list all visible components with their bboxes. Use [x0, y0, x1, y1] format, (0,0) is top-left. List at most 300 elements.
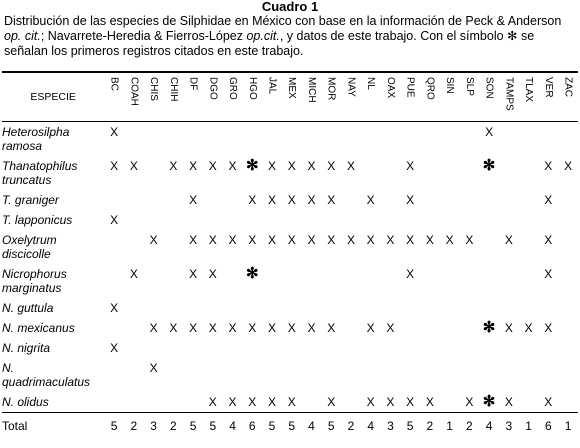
presence-cell: [459, 318, 479, 338]
total-cell: 2: [124, 413, 144, 434]
presence-cell: [321, 264, 341, 298]
total-cell: 3: [144, 413, 164, 434]
presence-cell: X: [564, 159, 573, 173]
state-column-header: [519, 73, 539, 122]
presence-cell: X: [544, 193, 553, 207]
presence-cell: [341, 298, 361, 318]
presence-cell: X: [189, 321, 198, 335]
presence-cell: X: [327, 233, 336, 247]
presence-cell: [124, 230, 144, 264]
presence-cell: [124, 338, 144, 358]
presence-cell: X: [366, 193, 375, 207]
presence-cell: X: [465, 395, 474, 409]
presence-cell: [361, 156, 381, 190]
presence-cell: [242, 358, 262, 392]
presence-cell: [381, 210, 401, 230]
total-cell: 5: [104, 413, 124, 434]
presence-cell: X: [189, 193, 198, 207]
presence-cell: [144, 190, 164, 210]
presence-cell: [183, 338, 203, 358]
presence-cell: X: [307, 321, 316, 335]
state-column-header: [558, 73, 578, 122]
state-column-header: [400, 73, 420, 122]
presence-cell: [183, 392, 203, 413]
presence-cell: [459, 156, 479, 190]
presence-cell: [558, 264, 578, 298]
presence-cell: [302, 264, 322, 298]
presence-cell: X: [110, 301, 119, 315]
presence-cell: [183, 210, 203, 230]
presence-cell: X: [425, 233, 434, 247]
presence-cell: [163, 298, 183, 318]
presence-cell: [400, 122, 420, 157]
presence-cell: X: [208, 159, 217, 173]
presence-cell: [124, 298, 144, 318]
species-name: Heterosilpha ramosa: [2, 125, 70, 153]
presence-cell: X: [228, 159, 237, 173]
presence-cell: [459, 298, 479, 318]
state-column-header: [203, 73, 223, 122]
state-column-header: [223, 73, 243, 122]
presence-cell: X: [386, 321, 395, 335]
presence-cell: [144, 122, 164, 157]
presence-cell: [321, 122, 341, 157]
presence-cell: X: [228, 233, 237, 247]
presence-cell: [183, 298, 203, 318]
presence-cell: X: [504, 321, 513, 335]
presence-cell: X: [406, 193, 415, 207]
presence-cell: [479, 338, 499, 358]
presence-cell: X: [248, 321, 257, 335]
presence-cell: [459, 264, 479, 298]
presence-cell: X: [129, 267, 138, 281]
presence-cell: [124, 190, 144, 210]
total-cell: 6: [538, 413, 558, 434]
presence-cell: X: [129, 159, 138, 173]
presence-cell: X: [327, 159, 336, 173]
presence-cell: [519, 338, 539, 358]
presence-cell: X: [268, 395, 277, 409]
table-row: [2, 210, 578, 230]
presence-cell: [223, 190, 243, 210]
presence-cell: [479, 210, 499, 230]
presence-cell: X: [406, 267, 415, 281]
presence-cell: [558, 230, 578, 264]
presence-cell: [163, 264, 183, 298]
presence-cell: [400, 338, 420, 358]
presence-cell: [479, 264, 499, 298]
presence-cell: X: [189, 267, 198, 281]
state-column-header: [459, 73, 479, 122]
presence-cell: X: [544, 395, 553, 409]
presence-cell: [558, 298, 578, 318]
caption-text-2: ; Navarrete-Heredia & Fierros-López: [40, 29, 247, 43]
state-code: DGO: [207, 77, 219, 100]
presence-cell: X: [228, 321, 237, 335]
presence-cell: X: [208, 267, 217, 281]
presence-cell: X: [248, 193, 257, 207]
total-cell: 1: [519, 413, 539, 434]
presence-cell: X: [149, 321, 158, 335]
presence-cell: [440, 338, 460, 358]
presence-cell: [262, 264, 282, 298]
species-column-header: ESPECIE: [2, 73, 104, 122]
state-column-header: [124, 73, 144, 122]
presence-cell: X: [149, 233, 158, 247]
presence-cell: X: [406, 159, 415, 173]
presence-cell: [282, 358, 302, 392]
presence-cell: X: [544, 321, 553, 335]
presence-cell: [104, 318, 124, 338]
presence-cell: [440, 298, 460, 318]
presence-cell: [262, 338, 282, 358]
state-code: CHIS: [148, 77, 160, 101]
state-code: COAH: [128, 77, 140, 106]
presence-cell: [321, 338, 341, 358]
presence-cell: [302, 338, 322, 358]
presence-cell: [262, 210, 282, 230]
presence-cell: X: [366, 321, 375, 335]
presence-cell: [519, 156, 539, 190]
presence-cell: X: [406, 233, 415, 247]
table-row: [2, 264, 578, 298]
presence-cell: [223, 298, 243, 318]
presence-cell: [440, 264, 460, 298]
presence-cell: [519, 190, 539, 210]
presence-cell: [144, 156, 164, 190]
state-code: TAMPS: [503, 77, 515, 111]
presence-cell: [104, 230, 124, 264]
species-name: Thanatophilus truncatus: [2, 159, 78, 187]
presence-cell: [302, 210, 322, 230]
presence-cell: [381, 264, 401, 298]
presence-cell: X: [287, 193, 296, 207]
presence-cell: X: [327, 321, 336, 335]
presence-cell: [341, 392, 361, 413]
total-cell: 4: [223, 413, 243, 434]
presence-cell: [282, 298, 302, 318]
presence-cell: X: [228, 395, 237, 409]
presence-cell: [420, 210, 440, 230]
state-code: TLAX: [523, 77, 535, 103]
presence-cell: [282, 210, 302, 230]
state-column-header: [262, 73, 282, 122]
presence-cell: [440, 156, 460, 190]
presence-cell: [459, 122, 479, 157]
presence-cell: X: [544, 233, 553, 247]
state-column-header: [361, 73, 381, 122]
first-record-marker: ✻: [482, 319, 496, 336]
total-cell: 5: [400, 413, 420, 434]
presence-cell: [203, 210, 223, 230]
presence-cell: [440, 392, 460, 413]
presence-cell: [302, 392, 322, 413]
presence-cell: X: [268, 193, 277, 207]
state-column-header: [242, 73, 262, 122]
first-record-marker: ✻: [482, 393, 496, 410]
presence-cell: [242, 298, 262, 318]
presence-cell: X: [307, 193, 316, 207]
state-code: SIN: [444, 77, 456, 94]
presence-cell: X: [169, 159, 178, 173]
total-cell: 2: [341, 413, 361, 434]
presence-cell: [558, 190, 578, 210]
species-name: N. mexicanus: [2, 321, 75, 335]
presence-cell: [302, 122, 322, 157]
presence-cell: X: [366, 233, 375, 247]
presence-cell: X: [327, 193, 336, 207]
presence-cell: X: [346, 159, 355, 173]
state-code: OAX: [384, 77, 396, 99]
presence-cell: [124, 122, 144, 157]
presence-cell: [479, 298, 499, 318]
total-cell: 3: [381, 413, 401, 434]
presence-cell: [361, 122, 381, 157]
presence-cell: [321, 298, 341, 318]
species-name: T. graniger: [2, 193, 59, 207]
presence-cell: [361, 210, 381, 230]
presence-cell: [538, 338, 558, 358]
table-row: [2, 230, 578, 264]
presence-cell: [479, 190, 499, 210]
presence-cell: [302, 298, 322, 318]
presence-cell: [302, 358, 322, 392]
presence-cell: [242, 338, 262, 358]
presence-cell: [104, 392, 124, 413]
presence-cell: X: [327, 395, 336, 409]
total-cell: 5: [282, 413, 302, 434]
presence-cell: [361, 264, 381, 298]
state-column-header: [420, 73, 440, 122]
state-column-header: [302, 73, 322, 122]
presence-cell: X: [346, 233, 355, 247]
presence-cell: X: [208, 321, 217, 335]
presence-cell: X: [386, 233, 395, 247]
presence-cell: [203, 358, 223, 392]
presence-cell: [144, 392, 164, 413]
presence-cell: X: [110, 213, 119, 227]
species-name: N. nigrita: [2, 341, 51, 355]
presence-cell: [381, 358, 401, 392]
presence-cell: [519, 122, 539, 157]
presence-cell: X: [445, 233, 454, 247]
presence-cell: X: [465, 233, 474, 247]
presence-cell: [459, 190, 479, 210]
caption-text-3: , y datos de este trabajo. Con el símbolo ✻ se señalan los primeros registros citados en este trabajo.: [4, 29, 535, 58]
presence-cell: [479, 358, 499, 392]
presence-cell: [420, 298, 440, 318]
presence-cell: [262, 298, 282, 318]
presence-cell: X: [287, 321, 296, 335]
presence-cell: [381, 156, 401, 190]
presence-cell: [400, 298, 420, 318]
total-cell: 4: [361, 413, 381, 434]
presence-cell: [282, 338, 302, 358]
state-code: MICH: [305, 77, 317, 103]
table-row: [2, 190, 578, 210]
caption-text-1: Distribución de las especies de Silphidae en México con base en la información de Peck & Anderson: [4, 14, 562, 28]
species-name: Nicrophorus marginatus: [2, 267, 67, 295]
presence-cell: [144, 298, 164, 318]
species-name: T. lapponicus: [2, 213, 73, 227]
presence-cell: [538, 358, 558, 392]
presence-cell: [144, 338, 164, 358]
presence-cell: [400, 210, 420, 230]
presence-cell: X: [149, 361, 158, 375]
presence-cell: [381, 190, 401, 210]
state-column-header: [104, 73, 124, 122]
presence-cell: [499, 298, 519, 318]
presence-cell: [163, 122, 183, 157]
presence-cell: [223, 122, 243, 157]
presence-cell: [499, 338, 519, 358]
presence-cell: [262, 122, 282, 157]
presence-cell: [558, 338, 578, 358]
presence-cell: [341, 358, 361, 392]
presence-cell: [321, 210, 341, 230]
first-record-marker: ✻: [245, 265, 259, 282]
total-cell: 1: [440, 413, 460, 434]
presence-cell: X: [386, 395, 395, 409]
total-row: [2, 413, 578, 434]
presence-cell: [519, 392, 539, 413]
state-code: NL: [365, 77, 377, 90]
presence-cell: [420, 264, 440, 298]
presence-cell: X: [287, 395, 296, 409]
presence-cell: X: [248, 395, 257, 409]
presence-cell: [440, 210, 460, 230]
presence-cell: [499, 358, 519, 392]
total-cell: 2: [163, 413, 183, 434]
presence-cell: [558, 210, 578, 230]
presence-cell: [420, 358, 440, 392]
presence-cell: X: [504, 395, 513, 409]
species-name: N. guttula: [2, 301, 54, 315]
state-column-header: [381, 73, 401, 122]
state-code: DF: [187, 77, 199, 91]
presence-cell: [163, 210, 183, 230]
presence-cell: [519, 230, 539, 264]
total-cell: 1: [558, 413, 578, 434]
total-cell: 6: [242, 413, 262, 434]
presence-cell: [163, 230, 183, 264]
presence-cell: [420, 122, 440, 157]
state-column-header: [282, 73, 302, 122]
presence-cell: [223, 358, 243, 392]
presence-cell: [519, 298, 539, 318]
total-label: Total: [2, 413, 104, 434]
presence-cell: [124, 358, 144, 392]
presence-cell: [440, 318, 460, 338]
presence-cell: X: [485, 125, 494, 139]
state-column-header: [440, 73, 460, 122]
presence-cell: [341, 210, 361, 230]
species-name: N. quadrimaculatus: [2, 361, 91, 389]
state-column-header: [321, 73, 341, 122]
state-column-header: [144, 73, 164, 122]
presence-cell: [163, 338, 183, 358]
state-code: MEX: [286, 77, 298, 99]
presence-cell: [183, 358, 203, 392]
presence-cell: [558, 122, 578, 157]
first-record-marker: ✻: [482, 157, 496, 174]
presence-cell: X: [268, 233, 277, 247]
presence-cell: [163, 190, 183, 210]
state-column-header: [538, 73, 558, 122]
total-cell: 5: [262, 413, 282, 434]
presence-cell: [361, 298, 381, 318]
presence-cell: [381, 122, 401, 157]
presence-cell: [499, 122, 519, 157]
presence-cell: [381, 298, 401, 318]
presence-cell: [538, 210, 558, 230]
presence-cell: [282, 264, 302, 298]
presence-cell: X: [208, 395, 217, 409]
presence-cell: [420, 190, 440, 210]
presence-cell: [538, 298, 558, 318]
presence-cell: X: [110, 125, 119, 139]
presence-cell: [223, 338, 243, 358]
presence-cell: [420, 156, 440, 190]
state-column-header: [479, 73, 499, 122]
table-row: [2, 156, 578, 190]
total-cell: 2: [459, 413, 479, 434]
state-column-header: [163, 73, 183, 122]
presence-cell: X: [406, 395, 415, 409]
presence-cell: [519, 264, 539, 298]
presence-cell: [223, 210, 243, 230]
species-name: N. olidus: [2, 395, 49, 409]
presence-cell: [242, 122, 262, 157]
presence-cell: [558, 358, 578, 392]
presence-cell: X: [268, 321, 277, 335]
total-cell: 5: [203, 413, 223, 434]
table-row: [2, 298, 578, 318]
presence-cell: [124, 392, 144, 413]
presence-cell: [124, 210, 144, 230]
presence-cell: X: [189, 159, 198, 173]
presence-cell: [381, 338, 401, 358]
state-code: JAL: [266, 77, 278, 95]
total-cell: 4: [479, 413, 499, 434]
presence-cell: [420, 338, 440, 358]
presence-cell: [459, 338, 479, 358]
presence-cell: [459, 358, 479, 392]
presence-cell: X: [307, 233, 316, 247]
presence-cell: X: [425, 395, 434, 409]
presence-cell: [499, 156, 519, 190]
total-cell: 2: [420, 413, 440, 434]
presence-cell: [262, 358, 282, 392]
presence-cell: X: [544, 159, 553, 173]
presence-cell: [104, 264, 124, 298]
presence-cell: [163, 392, 183, 413]
state-code: MOR: [325, 77, 337, 101]
state-column-header: [499, 73, 519, 122]
presence-cell: X: [248, 233, 257, 247]
state-column-header: [341, 73, 361, 122]
presence-cell: [459, 210, 479, 230]
presence-cell: X: [169, 321, 178, 335]
presence-cell: X: [544, 267, 553, 281]
caption-citation-1: op. cit.: [4, 29, 41, 43]
presence-cell: X: [208, 233, 217, 247]
presence-cell: [223, 264, 243, 298]
presence-cell: X: [504, 233, 513, 247]
total-cell: 5: [321, 413, 341, 434]
presence-cell: [282, 122, 302, 157]
presence-cell: [341, 338, 361, 358]
